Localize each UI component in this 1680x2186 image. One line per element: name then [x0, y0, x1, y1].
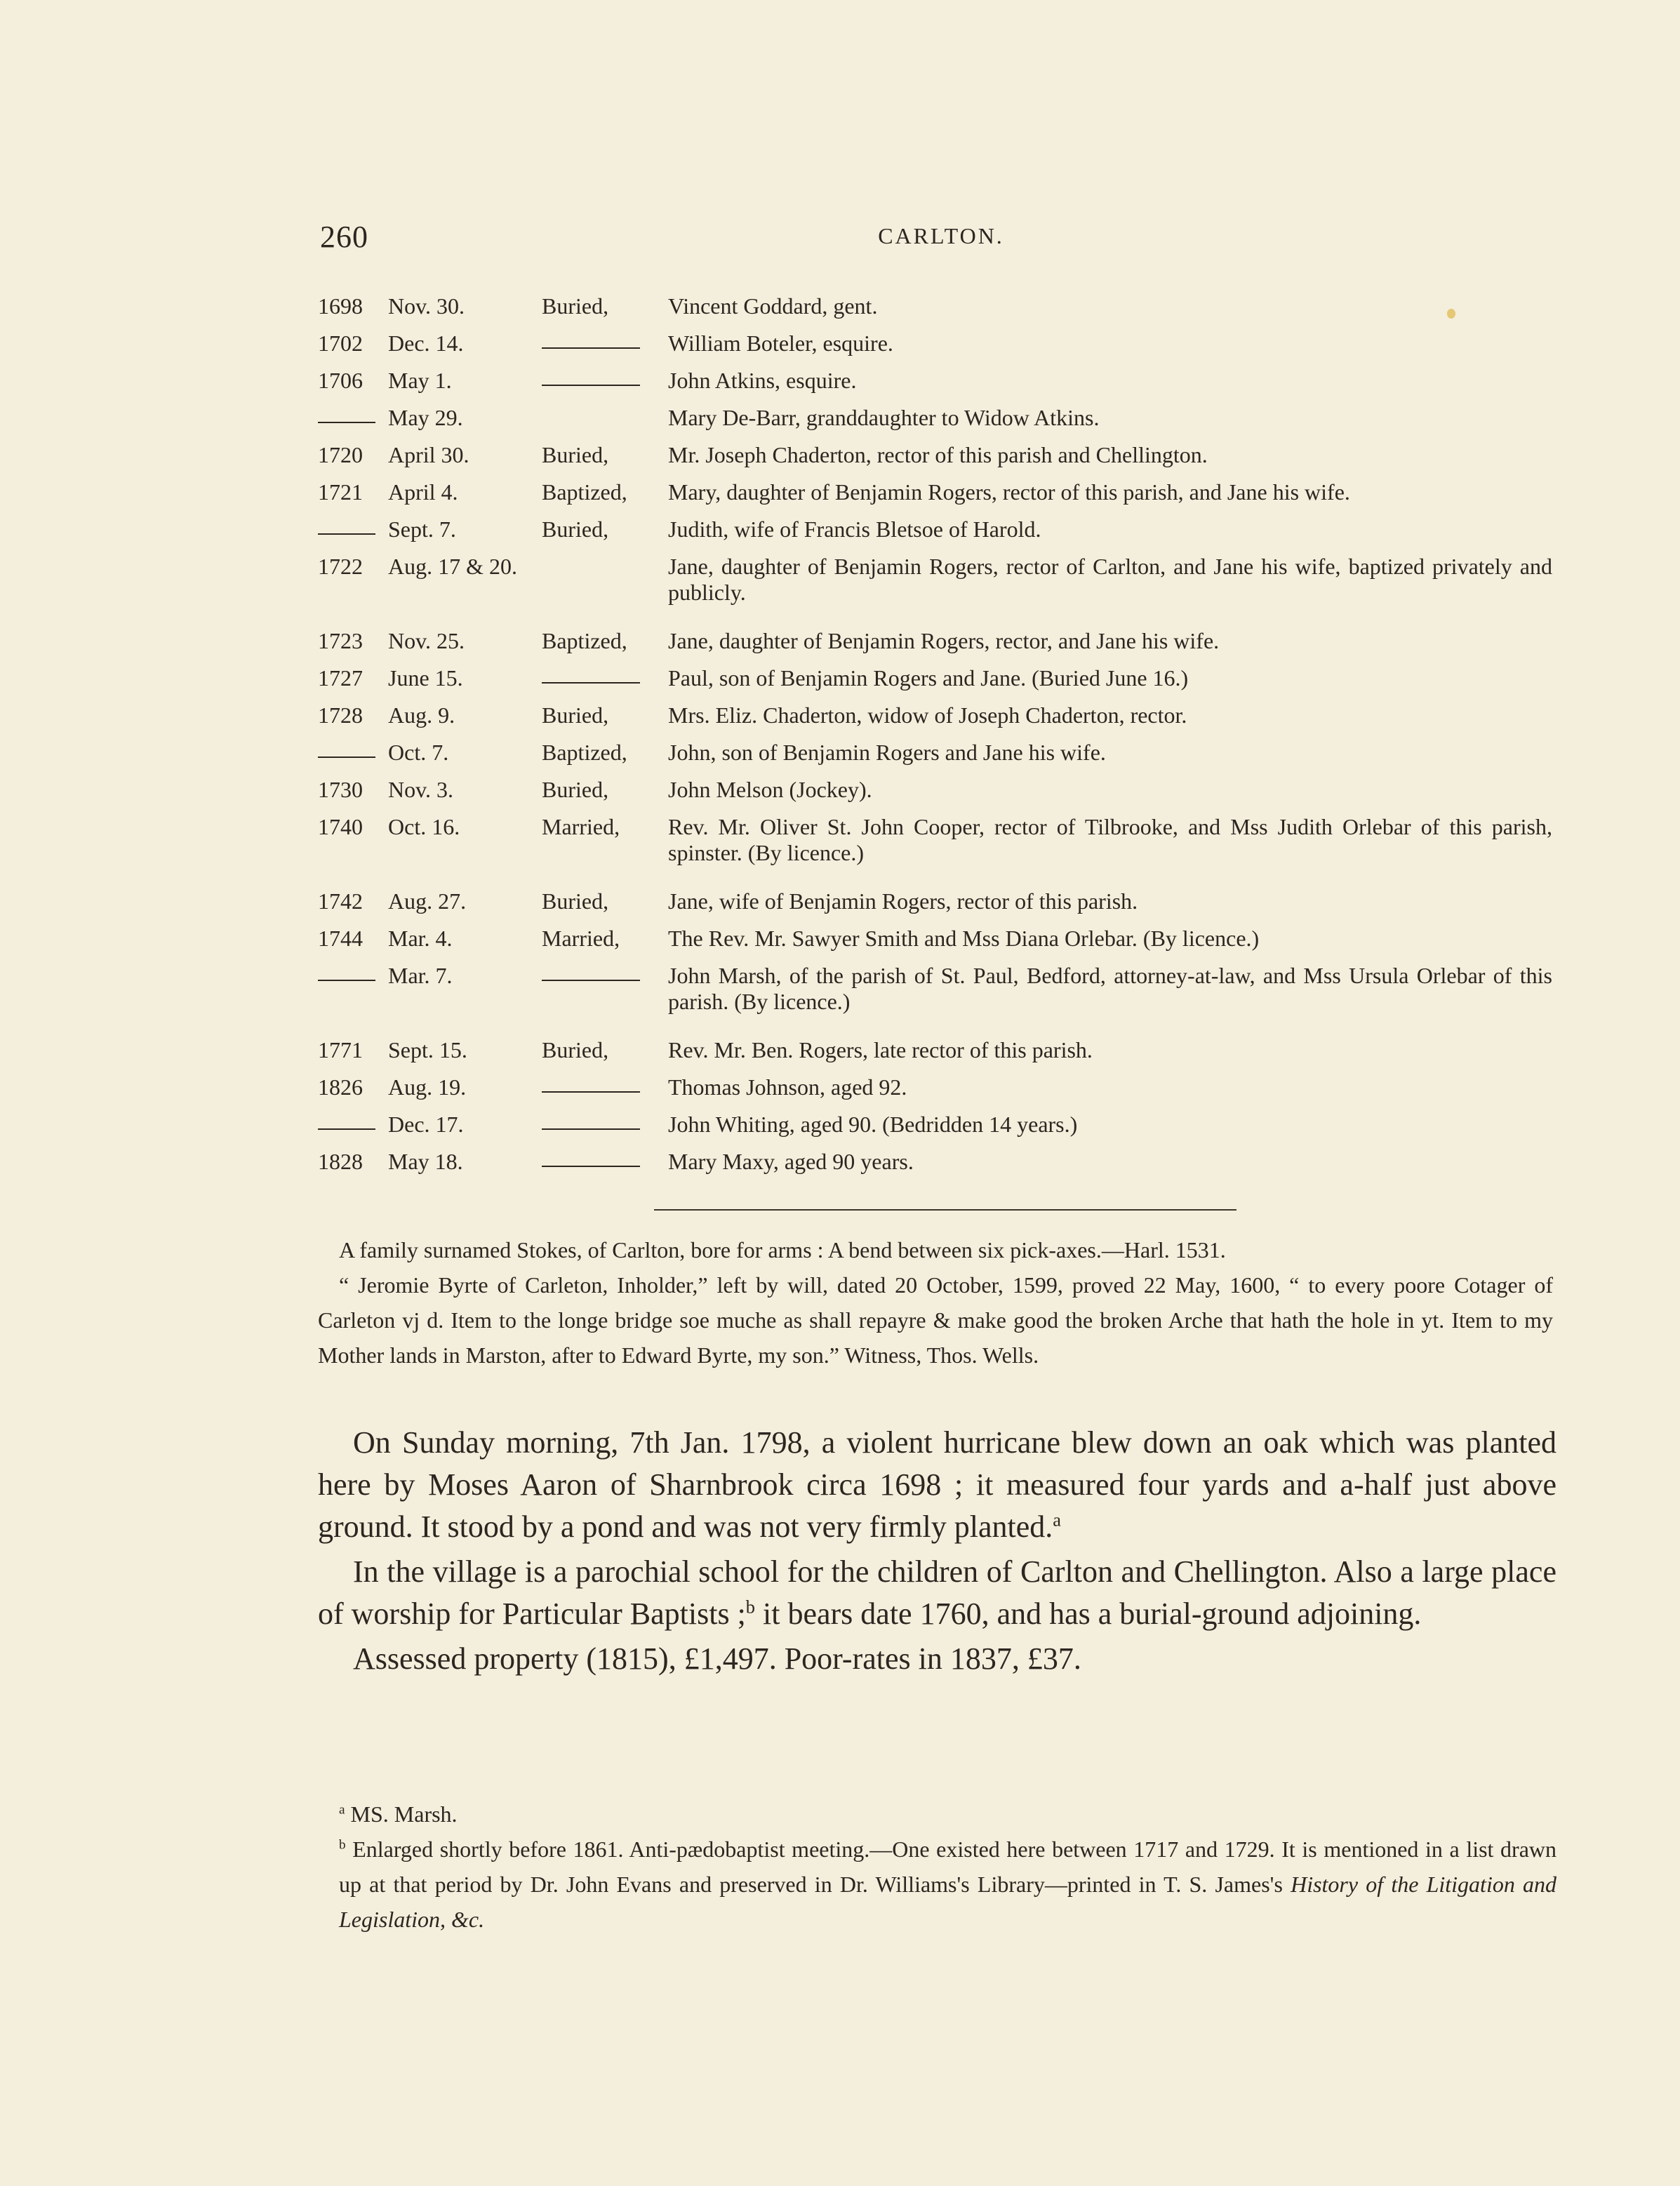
entry-year: 1721 [318, 479, 363, 505]
register-entry [0, 888, 1680, 926]
register-entry [0, 740, 1680, 777]
entry-event: Buried, [542, 516, 609, 542]
entry-event: Buried, [542, 293, 609, 319]
entry-event: Baptized, [542, 628, 627, 653]
school-paragraph: In the village is a parochial school for the children of Carlton and Chellington. Also a large place of worship for Particular Baptists ;$^b$ it bears date 1760, and has a burial-ground adjoining. [318, 1554, 1556, 1631]
entry-text: Mary, daughter of Benjamin Rogers, rector of this parish, and Jane his wife. [668, 479, 1350, 505]
book-title: History of the Litigation and Legislation, &c. [339, 1872, 1557, 1932]
ditto-dash [542, 1091, 640, 1093]
register-entry [0, 405, 1680, 442]
entry-year: 1698 [318, 293, 363, 319]
register-entry [0, 293, 1680, 331]
entry-date: Aug. 17 & 20. [388, 554, 517, 579]
register-entry [0, 554, 1680, 628]
entry-event: Buried, [542, 1037, 609, 1062]
entry-text: William Boteler, esquire. [668, 331, 893, 356]
ditto-dash [318, 980, 375, 981]
entry-date: Nov. 25. [388, 628, 465, 653]
footnote-b: $^b$ Enlarged shortly before 1861. Anti-pædobaptist meeting.—One existed here between 1717 and 1729. It is mentioned in a list drawn up at that period by Dr. John Evans and preserved in Dr. Williams's Library—printed in T. S. James's History of the Litigation and Legislation, &c. [339, 1837, 1557, 1932]
register-entry [0, 702, 1680, 740]
entry-date: Sept. 7. [388, 516, 456, 542]
register-entry [0, 442, 1680, 479]
entry-text: Thomas Johnson, aged 92. [668, 1074, 907, 1100]
register-entry [0, 628, 1680, 665]
entry-date: June 15. [388, 665, 463, 691]
register-entry [0, 479, 1680, 516]
ditto-dash [542, 385, 640, 386]
entry-date: May 29. [388, 405, 463, 430]
entry-year: 1702 [318, 331, 363, 356]
entry-year: 1720 [318, 442, 363, 467]
entry-text: Rev. Mr. Ben. Rogers, late rector of this parish. [668, 1037, 1093, 1062]
register-entry [0, 1074, 1680, 1112]
entry-text: Jane, daughter of Benjamin Rogers, rector of Carlton, and Jane his wife, baptized privately and publicly. [668, 554, 1552, 605]
entry-event: Buried, [542, 888, 609, 914]
entry-text: Judith, wife of Francis Bletsoe of Harold. [668, 516, 1041, 542]
entry-year: 1771 [318, 1037, 363, 1062]
notes-block [318, 1232, 1553, 1373]
ditto-dash [542, 980, 640, 981]
register-entry [0, 1149, 1680, 1186]
entry-date: Sept. 15. [388, 1037, 467, 1062]
entry-text: Jane, daughter of Benjamin Rogers, rector, and Jane his wife. [668, 628, 1220, 653]
register-entry [0, 516, 1680, 554]
entry-text: Vincent Goddard, gent. [668, 293, 878, 319]
entry-year: 1706 [318, 368, 363, 393]
entry-date: Dec. 14. [388, 331, 464, 356]
parish-register [0, 293, 1680, 1186]
main-text [318, 1422, 1556, 1680]
entry-year: 1744 [318, 926, 363, 951]
ditto-dash [542, 682, 640, 684]
entry-text: Mrs. Eliz. Chaderton, widow of Joseph Chaderton, rector. [668, 702, 1187, 728]
register-entry [0, 368, 1680, 405]
ditto-dash [542, 1128, 640, 1130]
entry-date: April 30. [388, 442, 469, 467]
entry-year: 1828 [318, 1149, 363, 1174]
register-entry [0, 665, 1680, 702]
entry-date: April 4. [388, 479, 458, 505]
entry-text: John Melson (Jockey). [668, 777, 872, 802]
entry-event: Buried, [542, 777, 609, 802]
entry-text: Mr. Joseph Chaderton, rector of this parish and Chellington. [668, 442, 1208, 467]
will-note: “ Jeromie Byrte of Carleton, Inholder,” left by will, dated 20 October, 1599, proved 22 May, 1600, “ to every poore Cotager of Carleton vj d. Item to the longe bridge soe muche as shall repayre & make good the broken Arche that hath the hole in yt. Item to my Mother lands in Marston, after to Edward Byrte, my son.” Witness, Thos. Wells. [318, 1272, 1553, 1368]
entry-date: Aug. 19. [388, 1074, 467, 1100]
register-entry [0, 963, 1680, 1037]
entry-event: Buried, [542, 442, 609, 467]
footnote-ref-b: b [745, 1596, 755, 1618]
entry-date: Nov. 3. [388, 777, 454, 802]
page-number: 260 [320, 220, 368, 254]
ditto-dash [318, 422, 375, 423]
footnote-ref-a: a [1053, 1509, 1061, 1531]
entry-event: Baptized, [542, 740, 627, 765]
page-header [320, 219, 1562, 261]
ditto-dash [542, 1166, 640, 1167]
register-entry [0, 926, 1680, 963]
ditto-dash [318, 757, 375, 758]
assessment-paragraph: Assessed property (1815), £1,497. Poor-rates in 1837, £37. [353, 1641, 1081, 1676]
entry-year: 1723 [318, 628, 363, 653]
entry-year: 1730 [318, 777, 363, 802]
entry-year: 1728 [318, 702, 363, 728]
register-entry [0, 777, 1680, 814]
running-head: CARLTON. [878, 223, 1004, 248]
entry-date: Oct. 16. [388, 814, 460, 839]
entry-year: 1727 [318, 665, 363, 691]
entry-text: John, son of Benjamin Rogers and Jane his wife. [668, 740, 1106, 765]
entry-text: Paul, son of Benjamin Rogers and Jane. (Buried June 16.) [668, 665, 1189, 691]
entry-text: The Rev. Mr. Sawyer Smith and Mss Diana Orlebar. (By licence.) [668, 926, 1260, 951]
entry-event: Baptized, [542, 479, 627, 505]
ditto-dash [542, 347, 640, 349]
footnotes [318, 1797, 1556, 1937]
register-entry [0, 814, 1680, 888]
entry-date: Dec. 17. [388, 1112, 464, 1137]
entry-date: Mar. 4. [388, 926, 453, 951]
entry-date: Nov. 30. [388, 293, 465, 319]
section-divider [654, 1209, 1236, 1211]
entry-date: Aug. 27. [388, 888, 467, 914]
entry-text: Rev. Mr. Oliver St. John Cooper, rector of Tilbrooke, and Mss Judith Orlebar of this parish, spinster. (By licence.) [668, 814, 1552, 865]
entry-year: 1826 [318, 1074, 363, 1100]
entry-event: Married, [542, 926, 620, 951]
entry-year: 1722 [318, 554, 363, 579]
hurricane-paragraph: On Sunday morning, 7th Jan. 1798, a violent hurricane blew down an oak which was planted here by Moses Aaron of Sharnbrook circa 1698 ; it measured four yards and a-half just above ground. It stood by a pond and was not very firmly planted.$^a$ [318, 1425, 1556, 1544]
entry-text: Jane, wife of Benjamin Rogers, rector of this parish. [668, 888, 1138, 914]
entry-date: Aug. 9. [388, 702, 455, 728]
entry-date: Oct. 7. [388, 740, 449, 765]
entry-year: 1740 [318, 814, 363, 839]
entry-event: Buried, [542, 702, 609, 728]
entry-text: John Whiting, aged 90. (Bedridden 14 years.) [668, 1112, 1078, 1137]
arms-note: A family surnamed Stokes, of Carlton, bore for arms : A bend between six pick-axes.—Harl. 1531. [339, 1237, 1226, 1262]
register-entry [0, 331, 1680, 368]
entry-text: Mary De-Barr, granddaughter to Widow Atkins. [668, 405, 1100, 430]
entry-date: Mar. 7. [388, 963, 453, 988]
ditto-dash [318, 533, 375, 535]
entry-text: Mary Maxy, aged 90 years. [668, 1149, 914, 1174]
ditto-dash [318, 1128, 375, 1130]
entry-event: Married, [542, 814, 620, 839]
entry-text: John Marsh, of the parish of St. Paul, Bedford, attorney-at-law, and Mss Ursula Orlebar of this parish. (By licence.) [668, 963, 1552, 1014]
entry-year: 1742 [318, 888, 363, 914]
entry-date: May 18. [388, 1149, 463, 1174]
footnote-a: $^a$ MS. Marsh. [339, 1801, 458, 1827]
entry-text: John Atkins, esquire. [668, 368, 857, 393]
entry-date: May 1. [388, 368, 452, 393]
register-entry [0, 1112, 1680, 1149]
register-entry [0, 1037, 1680, 1074]
